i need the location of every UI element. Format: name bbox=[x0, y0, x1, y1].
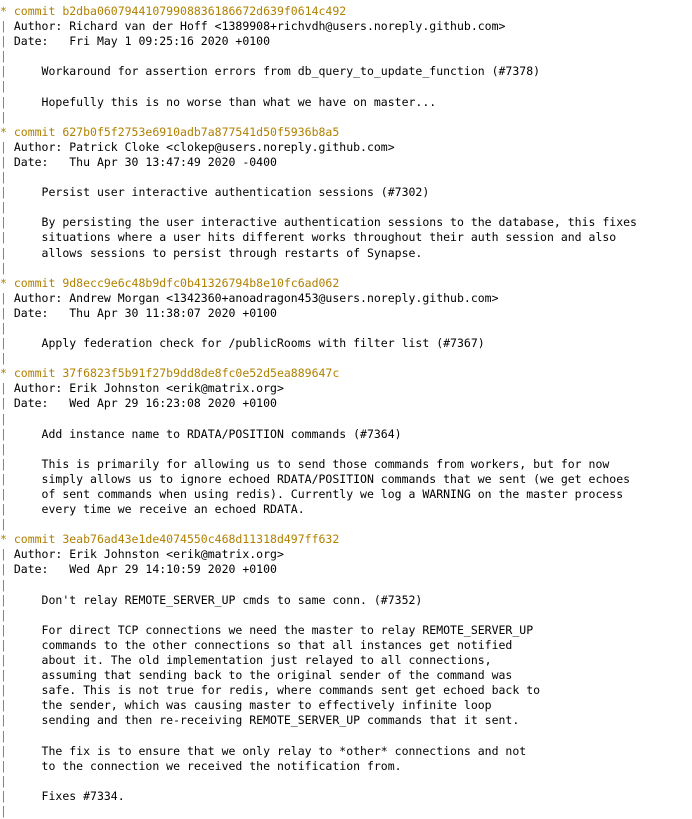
log-text: Persist user interactive authentication sessions (#7302) bbox=[13, 185, 430, 200]
commit-line bbox=[0, 532, 692, 547]
log-line bbox=[0, 49, 692, 64]
log-text: sending and then re-receiving REMOTE_SERVER_UP commands that it sent. bbox=[13, 713, 520, 728]
graph-edge-icon: | bbox=[0, 517, 14, 532]
log-text: Workaround for assertion errors from db_query_to_update_function (#7378) bbox=[13, 64, 541, 79]
graph-commit-marker-icon: * bbox=[0, 124, 14, 139]
graph-edge-icon: | bbox=[0, 653, 14, 668]
log-line bbox=[0, 668, 692, 683]
log-line bbox=[0, 713, 692, 728]
log-text: Don't relay REMOTE_SERVER_UP cmds to same conn. (#7352) bbox=[13, 592, 423, 607]
graph-edge-icon: | bbox=[0, 683, 14, 698]
commit-hash-text: commit 37f6823f5b91f27b9dd8de8fc0e52d5ea889647c bbox=[13, 366, 340, 381]
log-line bbox=[0, 562, 692, 577]
graph-edge-icon: | bbox=[0, 320, 14, 335]
graph-edge-icon: | bbox=[0, 728, 14, 743]
graph-edge-icon: | bbox=[0, 441, 14, 456]
commit-line bbox=[0, 366, 692, 381]
graph-edge-icon: | bbox=[0, 381, 14, 396]
graph-commit-marker-icon: * bbox=[0, 275, 14, 290]
log-line bbox=[0, 110, 692, 125]
log-line bbox=[0, 744, 692, 759]
log-text: Apply federation check for /publicRooms with filter list (#7367) bbox=[13, 336, 485, 351]
graph-edge-icon: | bbox=[0, 305, 14, 320]
graph-edge-icon: | bbox=[0, 758, 14, 773]
graph-edge-icon: | bbox=[0, 34, 14, 49]
log-line bbox=[0, 593, 692, 608]
log-line bbox=[0, 200, 692, 215]
log-line bbox=[0, 230, 692, 245]
log-text: situations where a user hits different works throughout their auth session and also bbox=[13, 230, 617, 245]
log-line bbox=[0, 502, 692, 517]
log-text: commands to the other connections so that all instances get notified bbox=[13, 637, 513, 652]
graph-edge-icon: | bbox=[0, 154, 14, 169]
graph-commit-marker-icon: * bbox=[0, 366, 14, 381]
graph-edge-icon: | bbox=[0, 426, 14, 441]
graph-edge-icon: | bbox=[0, 336, 14, 351]
commit-hash-text: commit 627b0f5f2753e6910adb7a877541d50f5936b8a5 bbox=[13, 124, 340, 139]
log-line bbox=[0, 261, 692, 276]
log-line bbox=[0, 155, 692, 170]
log-line bbox=[0, 638, 692, 653]
graph-edge-icon: | bbox=[0, 713, 14, 728]
graph-edge-icon: | bbox=[0, 803, 14, 818]
log-text: Fixes #7334. bbox=[13, 788, 125, 803]
log-text: Author: Richard van der Hoff <1389908+richvdh@users.noreply.github.com> bbox=[13, 19, 506, 34]
log-text: assuming that sending back to the original sender of the command was bbox=[13, 668, 513, 683]
log-line bbox=[0, 351, 692, 366]
log-line bbox=[0, 427, 692, 442]
graph-edge-icon: | bbox=[0, 637, 14, 652]
log-text: the sender, which was causing master to effectively infinite loop bbox=[13, 698, 492, 713]
graph-edge-icon: | bbox=[0, 788, 14, 803]
log-line bbox=[0, 804, 692, 819]
log-text: Date: Wed Apr 29 16:23:08 2020 +0100 bbox=[13, 396, 277, 411]
log-text: allows sessions to persist through restarts of Synapse. bbox=[13, 245, 423, 260]
log-text: safe. This is not true for redis, where commands sent get echoed back to bbox=[13, 683, 541, 698]
log-line bbox=[0, 336, 692, 351]
log-text: about it. The old implementation just relayed to all connections, bbox=[13, 653, 492, 668]
graph-edge-icon: | bbox=[0, 185, 14, 200]
graph-commit-marker-icon: * bbox=[0, 4, 14, 18]
log-line bbox=[0, 170, 692, 185]
graph-edge-icon: | bbox=[0, 260, 14, 275]
log-text: every time we receive an echoed RDATA. bbox=[13, 502, 305, 517]
graph-edge-icon: | bbox=[0, 622, 14, 637]
graph-edge-icon: | bbox=[0, 487, 14, 501]
graph-edge-icon: | bbox=[0, 94, 14, 109]
graph-edge-icon: | bbox=[0, 230, 14, 245]
log-line bbox=[0, 789, 692, 804]
log-line bbox=[0, 683, 692, 698]
log-text: For direct TCP connections we need the master to relay REMOTE_SERVER_UP bbox=[13, 622, 534, 637]
graph-edge-icon: | bbox=[0, 109, 14, 124]
log-line bbox=[0, 306, 692, 321]
log-line bbox=[0, 457, 692, 472]
graph-edge-icon: | bbox=[0, 607, 14, 622]
log-text: Author: Erik Johnston <erik@matrix.org> bbox=[13, 547, 284, 562]
log-text: Date: Thu Apr 30 11:38:07 2020 +0100 bbox=[13, 305, 277, 320]
log-line bbox=[0, 34, 692, 49]
log-line bbox=[0, 321, 692, 336]
log-line bbox=[0, 442, 692, 457]
log-text: By persisting the user interactive authentication sessions to the database, this fixes bbox=[13, 215, 637, 230]
log-text: The fix is to ensure that we only relay to *other* connections and not bbox=[13, 743, 527, 758]
log-line bbox=[0, 396, 692, 411]
log-line bbox=[0, 64, 692, 79]
log-line bbox=[0, 291, 692, 306]
log-line bbox=[0, 759, 692, 774]
graph-edge-icon: | bbox=[0, 668, 14, 683]
graph-edge-icon: | bbox=[0, 502, 14, 517]
log-text: Date: Thu Apr 30 13:47:49 2020 -0400 bbox=[13, 154, 277, 169]
graph-edge-icon: | bbox=[0, 471, 14, 486]
log-line bbox=[0, 623, 692, 638]
graph-edge-icon: | bbox=[0, 215, 14, 230]
log-line bbox=[0, 578, 692, 593]
log-text: of sent commands when using redis). Currently we log a WARNING on the master process bbox=[13, 487, 624, 501]
log-line bbox=[0, 215, 692, 230]
graph-edge-icon: | bbox=[0, 547, 14, 562]
graph-edge-icon: | bbox=[0, 562, 14, 577]
graph-edge-icon: | bbox=[0, 773, 14, 788]
commit-hash-text: commit 9d8ecc9e6c48b9dfc0b41326794b8e10fc6ad062 bbox=[13, 275, 340, 290]
graph-edge-icon: | bbox=[0, 200, 14, 215]
graph-edge-icon: | bbox=[0, 49, 14, 64]
log-text: Author: Patrick Cloke <clokep@users.noreply.github.com> bbox=[13, 139, 395, 154]
log-line bbox=[0, 19, 692, 34]
graph-edge-icon: | bbox=[0, 396, 14, 411]
commit-hash-text: commit 3eab76ad43e1de4074550c468d11318d497ff632 bbox=[13, 532, 340, 547]
log-line bbox=[0, 381, 692, 396]
log-line bbox=[0, 517, 692, 532]
log-line bbox=[0, 547, 692, 562]
commit-line bbox=[0, 276, 692, 291]
log-text: Hopefully this is no worse than what we have on master... bbox=[13, 94, 437, 109]
graph-edge-icon: | bbox=[0, 577, 14, 592]
log-text: Add instance name to RDATA/POSITION commands (#7364) bbox=[13, 426, 402, 441]
log-line bbox=[0, 79, 692, 94]
log-line bbox=[0, 487, 692, 502]
graph-edge-icon: | bbox=[0, 743, 14, 758]
log-text: Author: Andrew Morgan <1342360+anoadragon453@users.noreply.github.com> bbox=[13, 290, 499, 305]
graph-edge-icon: | bbox=[0, 64, 14, 79]
log-text: Date: Fri May 1 09:25:16 2020 +0100 bbox=[13, 34, 271, 49]
graph-edge-icon: | bbox=[0, 592, 14, 607]
graph-commit-marker-icon: * bbox=[0, 532, 14, 547]
log-line bbox=[0, 412, 692, 427]
graph-edge-icon: | bbox=[0, 170, 14, 185]
log-text: to the connection we received the notification from. bbox=[13, 758, 402, 773]
log-line bbox=[0, 653, 692, 668]
log-text: This is primarily for allowing us to send those commands from workers, but for now bbox=[13, 456, 610, 471]
commit-line bbox=[0, 4, 692, 19]
graph-edge-icon: | bbox=[0, 456, 14, 471]
graph-edge-icon: | bbox=[0, 290, 14, 305]
graph-edge-icon: | bbox=[0, 139, 14, 154]
commit-hash-text: commit b2dba06079441079908836186672d639f0614c492 bbox=[13, 4, 347, 18]
log-line bbox=[0, 774, 692, 789]
log-line bbox=[0, 185, 692, 200]
log-text: Date: Wed Apr 29 14:10:59 2020 +0100 bbox=[13, 562, 277, 577]
graph-edge-icon: | bbox=[0, 19, 14, 34]
graph-edge-icon: | bbox=[0, 351, 14, 366]
log-line bbox=[0, 729, 692, 744]
graph-edge-icon: | bbox=[0, 698, 14, 713]
commit-line bbox=[0, 125, 692, 140]
log-line bbox=[0, 140, 692, 155]
log-text: Author: Erik Johnston <erik@matrix.org> bbox=[13, 381, 284, 396]
graph-edge-icon: | bbox=[0, 245, 14, 260]
log-line bbox=[0, 246, 692, 261]
graph-edge-icon: | bbox=[0, 79, 14, 94]
log-line bbox=[0, 95, 692, 110]
log-line bbox=[0, 698, 692, 713]
log-line bbox=[0, 608, 692, 623]
graph-edge-icon: | bbox=[0, 411, 14, 426]
log-line bbox=[0, 472, 692, 487]
log-text: simply allows us to ignore echoed RDATA/POSITION commands that we sent (we get echoes bbox=[13, 471, 631, 486]
